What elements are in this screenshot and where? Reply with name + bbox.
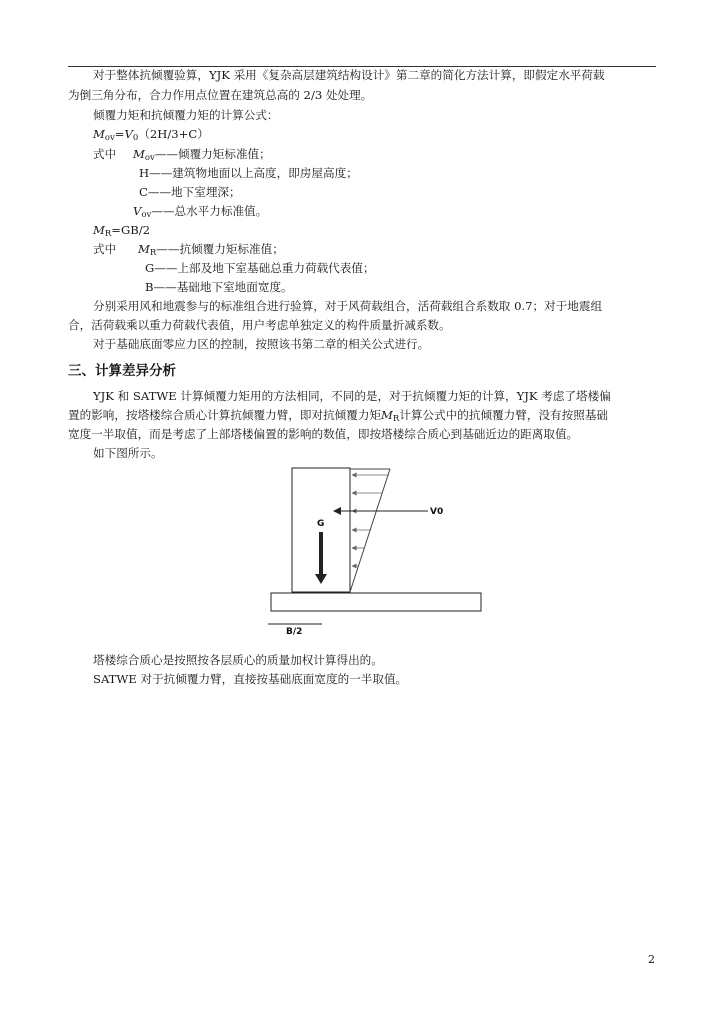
def-c: C——地下室埋深；: [139, 185, 241, 199]
mr-symbol: M: [93, 223, 105, 237]
para4-line2-a: 置的影响，按塔楼综合质心计算抗倾覆力臂，即对抗倾覆力矩: [68, 408, 382, 422]
def-g: G——上部及地下室基础总重力荷载代表值；: [145, 261, 375, 275]
def-mr-subscript: R: [149, 248, 157, 258]
def-h: H——建筑物地面以上高度，即房屋高度；: [139, 166, 358, 180]
mov-symbol: M: [93, 127, 105, 141]
def-mov-text: ——倾覆力矩标准值；: [154, 147, 271, 161]
para4-mr-symbol: M: [381, 408, 393, 422]
mr-subscript: R: [104, 229, 112, 239]
def-vov-text: ——总水平力标准值。: [151, 204, 268, 218]
label-v0: V0: [430, 507, 444, 517]
def-prefix-1: 式中: [93, 147, 117, 161]
load-triangle-hypotenuse: [350, 469, 390, 592]
para2-line1: 分别采用风和地震参与的标准组合进行验算，对于风荷载组合，活荷载组合系数取 0.7；对于地震组: [93, 299, 603, 313]
label-b2: B/2: [286, 627, 303, 637]
v0-subscript: 0: [132, 133, 139, 143]
def-mr-symbol: M: [138, 242, 150, 256]
para2-line2: 合，活荷载乘以重力荷载代表值，用户考虑单独定义的构件质量折减系数。: [68, 318, 451, 332]
formula-intro: 倾覆力矩和抗倾覆力矩的计算公式：: [93, 108, 279, 122]
para4-line1: YJK 和 SATWE 计算倾覆力矩用的方法相同，不同的是，对于抗倾覆力矩的计算，YJK 考虑了塔楼偏: [93, 389, 611, 403]
para4-line3: 宽度一半取值，而是考虑了上部塔楼偏置的影响的数值，即按塔楼综合质心到基础近边的距离取值。: [68, 427, 579, 441]
mov-rest: （2H/3+C）: [138, 127, 209, 141]
def-vov-subscript: ov: [141, 210, 152, 220]
def-mov-subscript: ov: [144, 153, 155, 163]
para4-line2-b: 计算公式中的抗倾覆力臂，没有按照基础: [399, 408, 609, 422]
def-prefix-2: 式中: [93, 242, 117, 256]
page-number: 2: [648, 953, 655, 966]
mov-equals: =: [114, 127, 125, 141]
para3: 对于基础底面零应力区的控制，按照该书第二章的相关公式进行。: [93, 337, 430, 351]
figure-intro: 如下图所示。: [93, 446, 163, 460]
para6: SATWE 对于抗倾覆力臂，直接按基础底面宽度的一半取值。: [93, 672, 408, 686]
section-title: 三、计算差异分析: [68, 363, 176, 379]
def-mr-text: ——抗倾覆力矩标准值；: [156, 242, 284, 256]
mr-rest: =GB/2: [111, 223, 151, 237]
def-mov-symbol: M: [133, 147, 145, 161]
para1-line1: 对于整体抗倾覆验算，YJK 采用《复杂高层建筑结构设计》第二章的简化方法计算，即假定水平荷载: [93, 68, 605, 82]
label-g: G: [317, 519, 325, 529]
def-vov-symbol: V: [133, 204, 142, 218]
v0-symbol: V: [124, 127, 133, 141]
para5: 塔楼综合质心是按照按各层质心的质量加权计算得出的。: [93, 653, 383, 667]
mov-subscript: ov: [104, 133, 115, 143]
def-b: B——基础地下室地面宽度。: [145, 280, 293, 294]
para1-line2: 为倒三角分布，合力作用点位置在建筑总高的 2/3 处处理。: [68, 88, 373, 102]
foundation-block: [271, 593, 481, 611]
para4-mr-subscript: R: [392, 414, 400, 424]
